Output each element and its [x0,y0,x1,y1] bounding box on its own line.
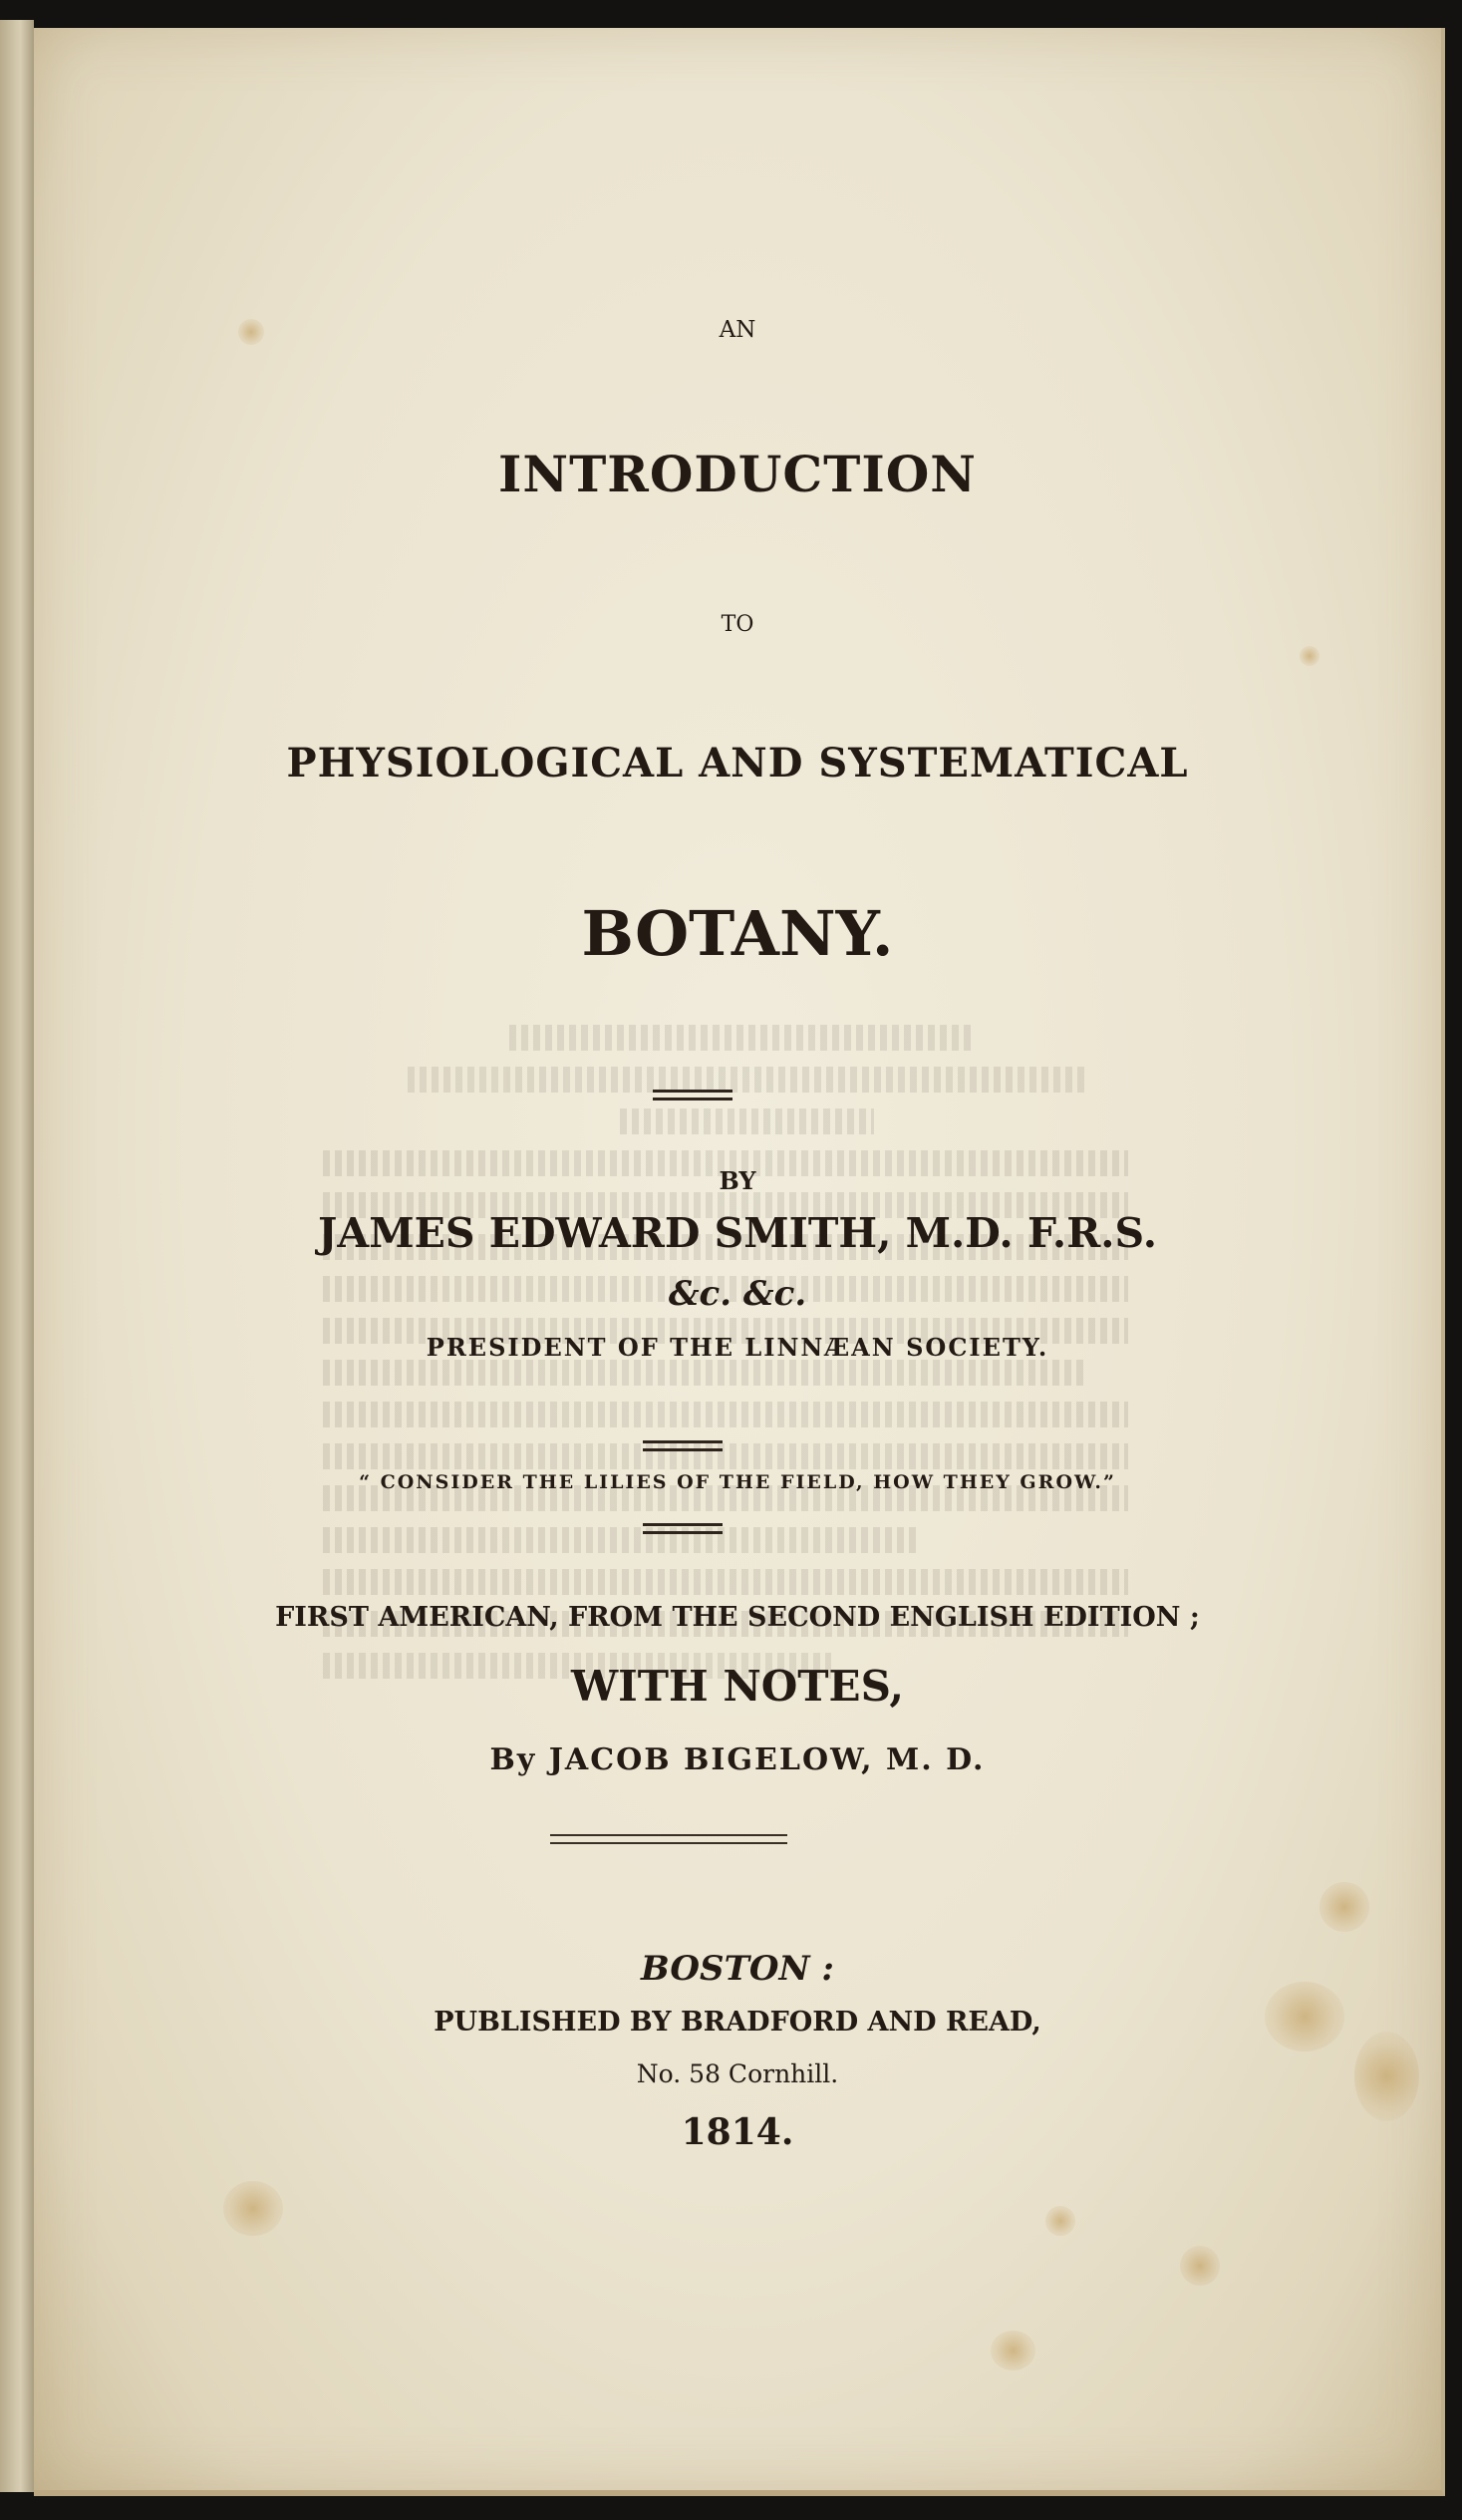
foxing-stain [223,2181,283,2236]
address: No. 58 Cornhill. [636,2059,839,2088]
foxing-stain [1319,1882,1369,1932]
editor: By JACOB BIGELOW, M. D. [489,1742,986,1777]
author-name: JAMES EDWARD SMITH, M.D. F.R.S. [318,1209,1157,1257]
double-rule [643,1523,723,1534]
et-cetera: &c. &c. [668,1274,807,1314]
title-introduction: INTRODUCTION [497,445,978,503]
word-to: TO [721,612,754,637]
article-an: AN [719,317,756,343]
thin-rule [550,1834,787,1836]
title-subject: PHYSIOLOGICAL AND SYSTEMATICAL [286,740,1189,787]
epigraph: “ CONSIDER THE LILIES OF THE FIELD, HOW THEY GROW.” [359,1471,1116,1493]
double-rule [643,1440,723,1451]
word-by: BY [719,1166,756,1195]
foxing-stain [1300,646,1319,666]
year: 1814. [681,2111,794,2153]
with-notes: WITH NOTES, [570,1662,905,1711]
author-title: PRESIDENT OF THE LINNÆAN SOCIETY. [426,1333,1049,1362]
foxing-stain [1180,2246,1220,2286]
foxing-stain [991,2331,1035,2370]
place-boston: BOSTON : [641,1949,834,1989]
foxing-stain [1045,2206,1075,2236]
left-page-edge [0,20,34,2492]
title-botany: BOTANY. [581,897,894,970]
thin-rule [550,1842,787,1844]
publisher: PUBLISHED BY BRADFORD AND READ, [434,2007,1041,2038]
double-rule [653,1090,732,1101]
edition-statement: FIRST AMERICAN, FROM THE SECOND ENGLISH EDITION ; [275,1602,1200,1633]
